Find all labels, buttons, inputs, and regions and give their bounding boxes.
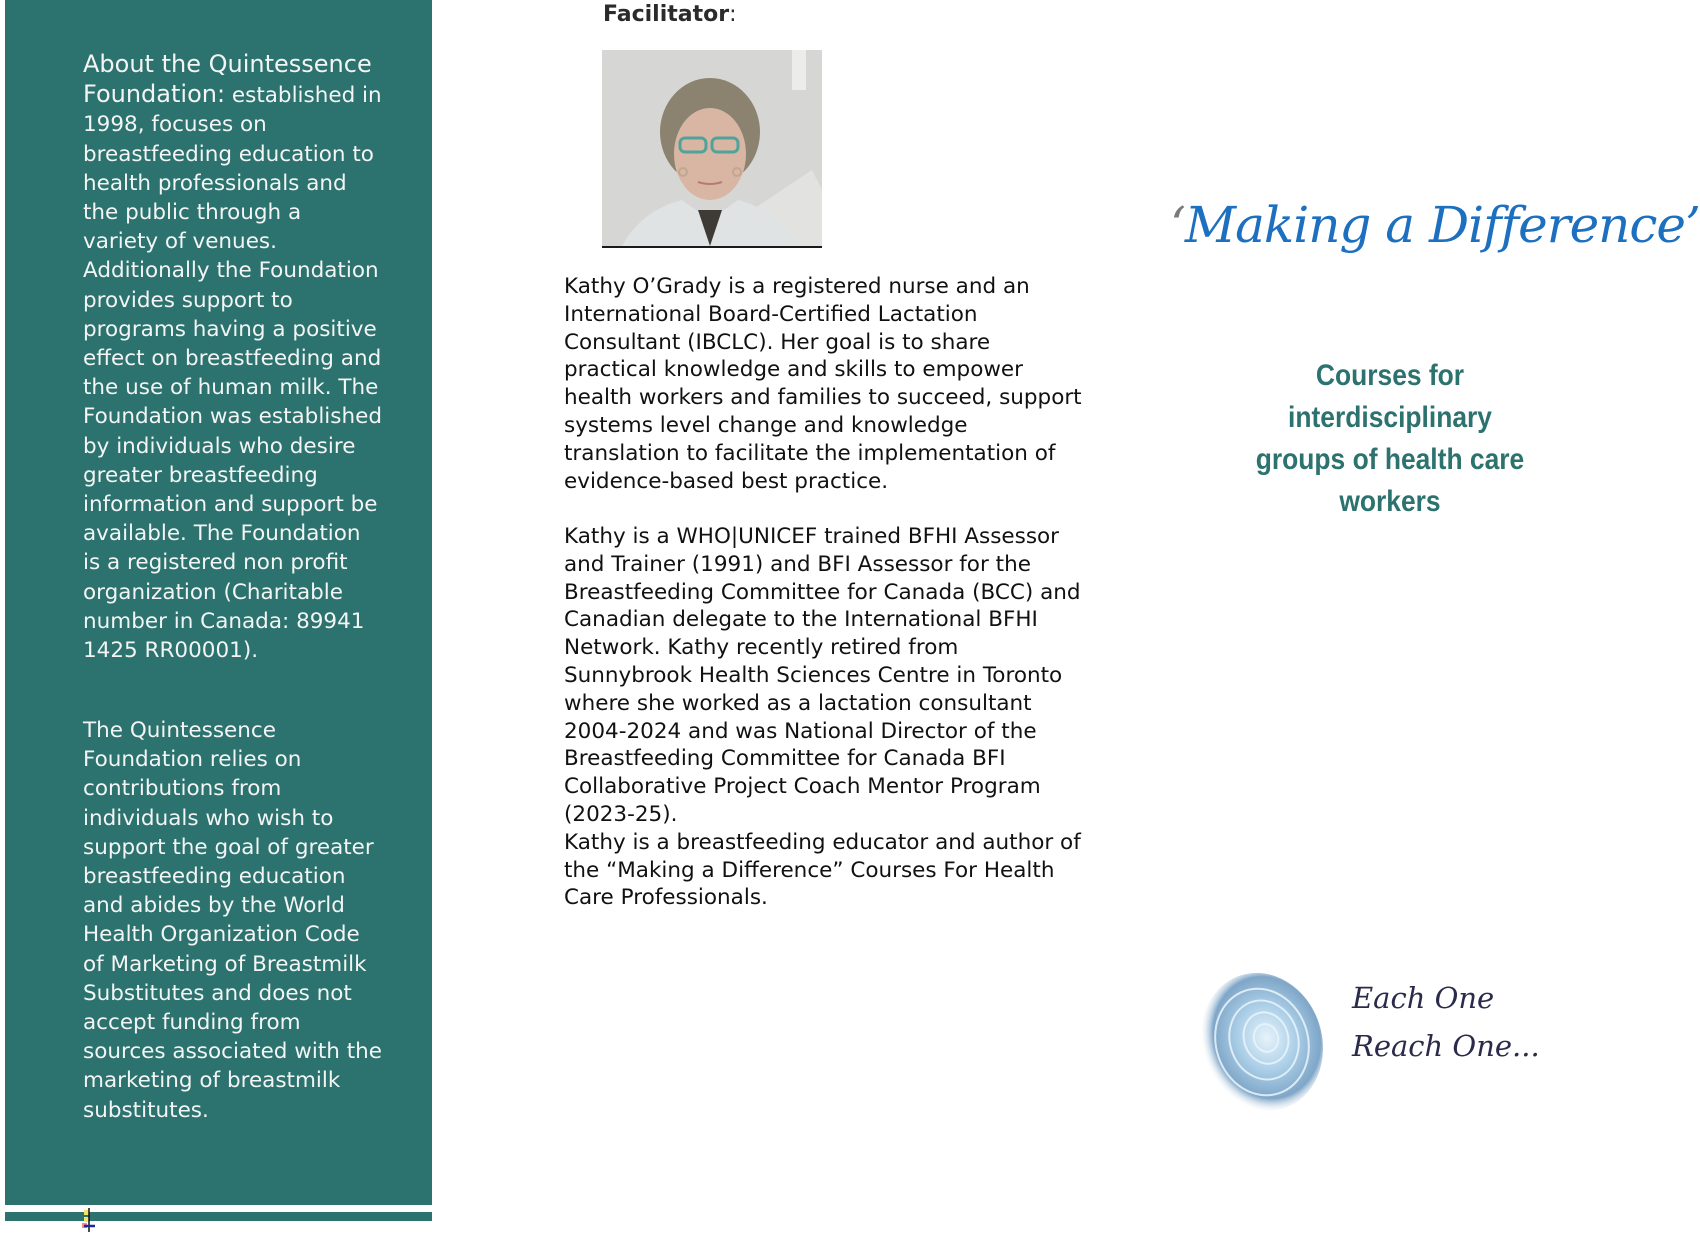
facilitator-bio-1 (564, 273, 1084, 495)
bio-paragraph-author: Kathy is a breastfeeding educator and author of the “Making a Difference” Courses For Health Care Professionals. (564, 829, 1081, 911)
brochure-title (1170, 196, 1700, 254)
foundation-panel (5, 0, 432, 1205)
subtitle-line-1: Courses for interdisciplinary (1288, 359, 1492, 434)
bio-paragraph-credentials: Kathy O’Grady is a registered nurse and an International Board-Certified Lactation Consultant (IBCLC). Her goal is to share practical knowledge and skills to empower health workers and families to succeed, support systems level change and knowledge translation to facilitate the implementation of evidence-based best practice. (564, 274, 1082, 494)
contributions-text: The Quintessence Foundation relies on contributions from individuals who wish to support the goal of greater breastfeeding education and abides by the World Health Organization Code of Marketing of Breastmilk Substitutes and does not accept funding from sources associated with the marketing of breastmilk substitutes. (83, 718, 383, 1123)
tagline-line-2: Reach One... (1352, 1029, 1540, 1063)
title-open-quote: ‘ (1170, 196, 1185, 254)
subtitle-line-2: groups of health care workers (1255, 443, 1525, 518)
facilitator-bio-2 (564, 523, 1084, 912)
brochure-tagline (1352, 974, 1540, 1070)
brochure-subtitle (1214, 355, 1566, 523)
portrait-image (602, 50, 822, 246)
about-heading: About the Quintessence Foundation: (83, 50, 372, 109)
panel-footer-bar (5, 1212, 432, 1221)
about-foundation-text (83, 50, 383, 665)
ripple-logo-icon (1196, 968, 1336, 1118)
facilitator-colon: : (729, 2, 737, 27)
title-text: Making a Difference (1184, 196, 1685, 254)
facilitator-heading (603, 2, 737, 27)
cursor-marker-icon (82, 1208, 96, 1232)
bio-paragraph-experience: Kathy is a WHO|UNICEF trained BFHI Assessor and Trainer (1991) and BFI Assessor for the Breastfeeding Committee for Canada (BCC) and Canadian delegate to the International BFHI Network. Kathy recently retired from Sunnybrook Health Sciences Centre in Toronto where she worked as a lactation consultant 2004-2024 and was National Director of the Breastfeeding Committee for Canada BFI Collaborative Project Coach Mentor Program (2023-25). (564, 524, 1081, 827)
tagline-line-1: Each One (1352, 981, 1495, 1015)
panel-gap (5, 1205, 432, 1212)
facilitator-photo (602, 50, 822, 248)
about-body: established in 1998, focuses on breastfeeding education to health professionals and the public through a variety of venues. Additionally the Foundation provides support to programs having a positive effect on breastfeeding and the use of human milk. The Foundation was established by individuals who desire greater breastfeeding information and support be available. The Foundation is a registered non profit organization (Charitable number in Canada: 89941 1425 RR00001). (83, 83, 382, 664)
title-close-quote: ’ (1684, 196, 1700, 254)
facilitator-label: Facilitator (603, 2, 730, 27)
